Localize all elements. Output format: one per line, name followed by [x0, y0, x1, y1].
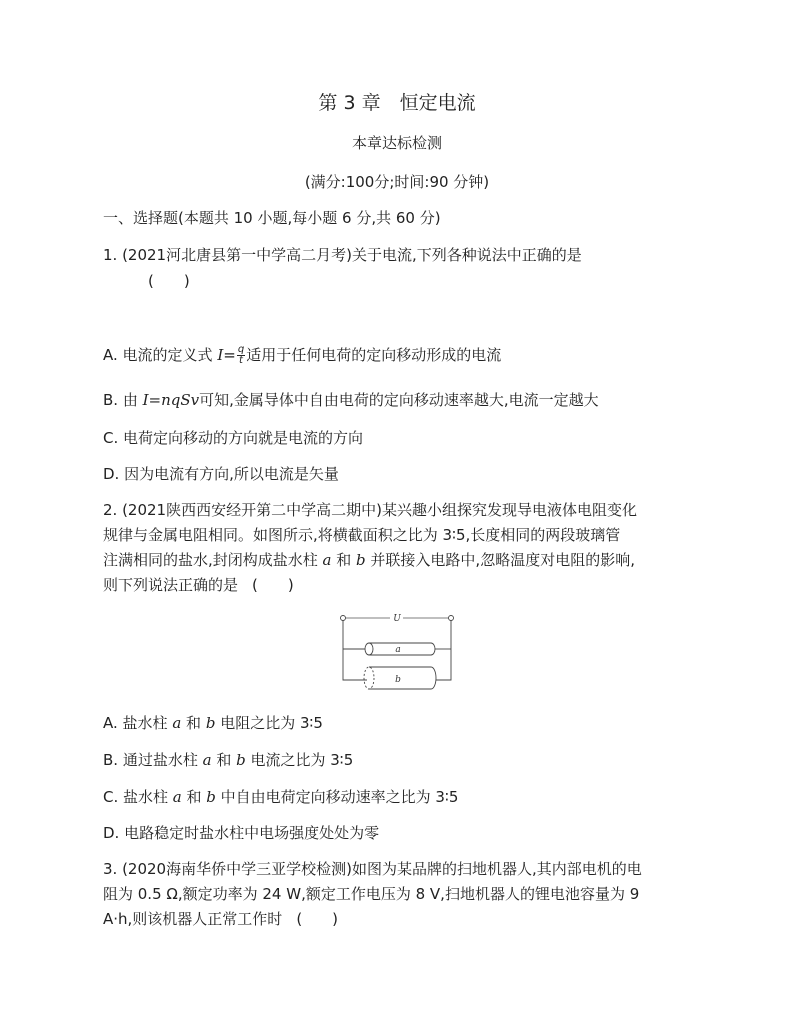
terminal-left: [341, 616, 346, 621]
circuit-diagram: [335, 610, 463, 690]
q2-b-pre: B. 通过盐水柱: [103, 751, 203, 769]
q3-line3-text: A·h,则该机器人正常工作时: [103, 910, 283, 928]
fraction-numerator: q: [237, 344, 245, 355]
q1-option-a-var: I: [217, 346, 224, 364]
q2-c-var2: b: [206, 788, 216, 806]
q2-option-b: [103, 750, 353, 770]
terminal-right: [449, 616, 454, 621]
q2-option-a: [103, 713, 323, 733]
q2-c-pre: C. 盐水柱: [103, 788, 173, 806]
q2-stem-line1: 2. (2021陕西西安经开第二中学高二期中)某兴趣小组探究发现导电液体电阻变化: [103, 501, 637, 519]
q2-option-d: D. 电路稳定时盐水柱中电场强度处处为零: [103, 824, 380, 842]
q2-stem-line4: [103, 575, 294, 595]
label-a: a: [395, 645, 401, 655]
q3-answer-paren: ( ): [296, 910, 339, 928]
salt-column-a: [365, 643, 435, 655]
q3-stem-line2: 阻为 0.5 Ω,额定功率为 24 W,额定工作电压为 8 V,扫地机器人的锂电池容量为 9: [103, 885, 640, 903]
q2-b-var2: b: [236, 751, 246, 769]
q2-a-mid: 和: [181, 714, 206, 732]
label-b: b: [395, 675, 401, 685]
q1-option-a: [103, 345, 501, 366]
q2-stem-line3: [103, 550, 635, 570]
q1-option-b-suffix: 可知,金属导体中自由电荷的定向移动速率越大,电流一定越大: [199, 391, 599, 409]
score-time-info: (满分:100分;时间:90 分钟): [304, 173, 490, 191]
q3-stem-line3: [103, 909, 338, 929]
q1-stem: 1. (2021河北唐县第一中学高二月考)关于电流,下列各种说法中正确的是: [103, 246, 582, 264]
fraction-denominator: t: [239, 355, 243, 366]
q2-line3-pre: 注满相同的盐水,封闭构成盐水柱: [103, 551, 323, 569]
q1-option-a-eq: =: [223, 346, 236, 364]
q2-line4-text: 则下列说法正确的是: [103, 576, 239, 594]
section-title: 一、选择题(本题共 10 小题,每小题 6 分,共 60 分): [103, 209, 441, 227]
q2-c-var1: a: [172, 788, 182, 806]
q2-c-post: 中自由电荷定向移动速率之比为 3∶5: [215, 788, 459, 806]
q1-answer-paren: ( ): [148, 272, 190, 290]
q1-option-a-suffix: 适用于任何电荷的定向移动形成的电流: [246, 346, 502, 364]
q2-a-var1: a: [172, 714, 182, 732]
q2-b-mid: 和: [211, 751, 237, 769]
q2-var-a: a: [322, 551, 332, 569]
q2-answer-paren: ( ): [252, 576, 294, 594]
q2-b-post: 电流之比为 3∶5: [245, 751, 354, 769]
q2-c-mid: 和: [181, 788, 207, 806]
q1-option-d: D. 因为电流有方向,所以电流是矢量: [103, 465, 339, 483]
q2-stem-line2: 规律与金属电阻相同。如图所示,将横截面积之比为 3∶5,长度相同的两段玻璃管: [103, 526, 621, 544]
q1-option-a-fraction: [237, 345, 245, 366]
q3-stem-line1: 3. (2020海南华侨中学三亚学校检测)如图为某品牌的扫地机器人,其内部电机的电: [103, 860, 642, 878]
q2-var-b: b: [356, 551, 366, 569]
chapter-subtitle: 本章达标检测: [351, 134, 442, 152]
q2-a-post: 电阻之比为 3∶5: [215, 714, 323, 732]
q1-option-a-prefix: A. 电流的定义式: [103, 346, 218, 364]
q2-a-var2: b: [205, 714, 216, 732]
wire-right: [435, 621, 451, 681]
q2-a-pre: A. 盐水柱: [103, 714, 173, 732]
wire-left: [343, 621, 367, 681]
q1-option-b-prefix: B. 由: [103, 391, 143, 409]
q1-option-c: C. 电荷定向移动的方向就是电流的方向: [103, 429, 364, 447]
label-u: U: [393, 614, 401, 624]
salt-column-b: [364, 667, 436, 689]
q2-line3-post: 并联接入电路中,忽略温度对电阻的影响,: [365, 551, 635, 569]
q2-line3-mid: 和: [331, 551, 357, 569]
q2-option-c: [103, 787, 458, 807]
q1-option-b: [103, 390, 599, 410]
q2-b-var1: a: [202, 751, 212, 769]
chapter-title: 第 3 章 恒定电流: [318, 92, 476, 114]
q1-option-b-formula: I=nqSv: [142, 391, 200, 409]
